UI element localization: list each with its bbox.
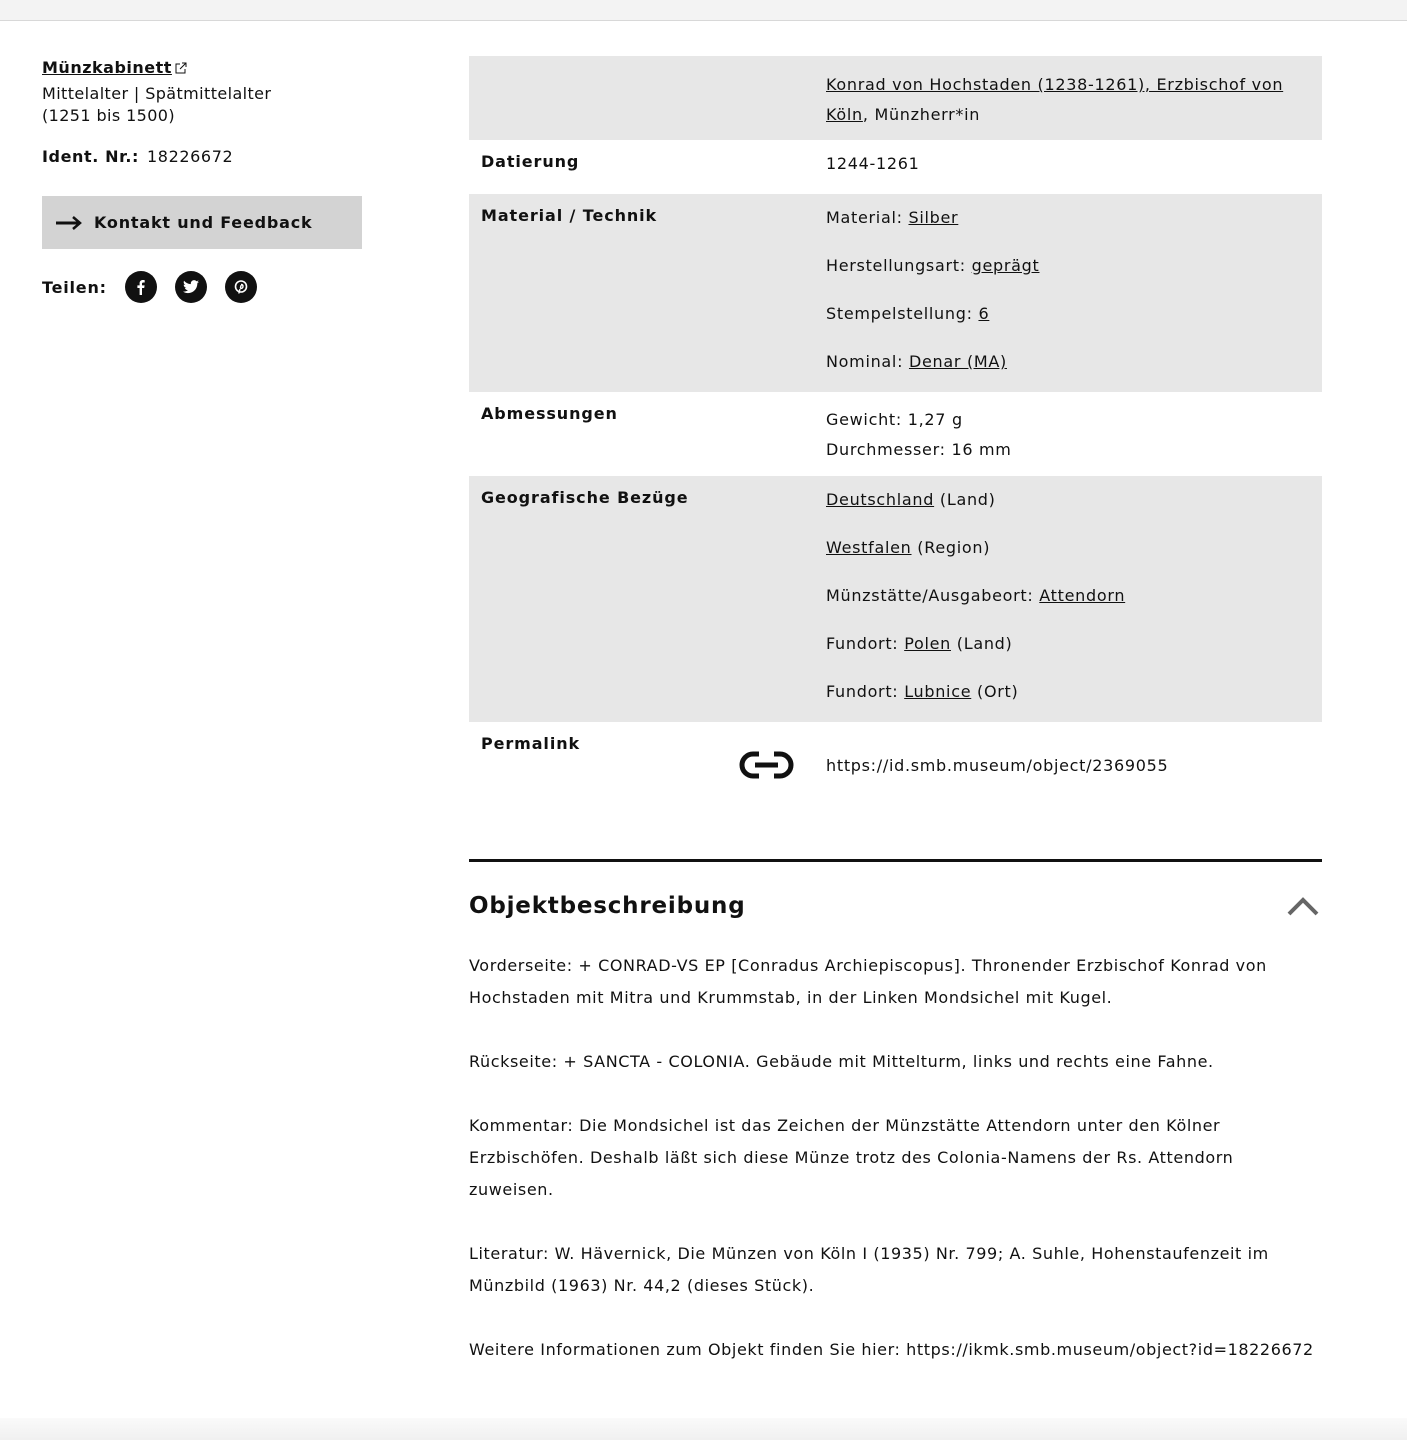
item-key: Nominal: <box>826 352 909 371</box>
material-label: Material / Technik <box>481 206 658 225</box>
creator-role: , Münzherr*in <box>862 105 981 124</box>
creator-link[interactable]: Konrad von Hochstaden (1238-1261), Erzbischof von Köln <box>826 75 1284 124</box>
material-link[interactable]: Silber <box>908 208 959 227</box>
epoch <box>42 83 372 127</box>
item-suffix: (Land) <box>934 490 996 509</box>
contact-feedback-button[interactable] <box>42 196 362 249</box>
epoch-dates: (1251 bis 1500) <box>42 106 176 125</box>
geo-link[interactable]: Lubnice <box>904 682 972 701</box>
material-row <box>469 194 1322 392</box>
description-title: Objektbeschreibung <box>469 893 746 919</box>
top-navigation-bar <box>0 0 1407 21</box>
permalink-url[interactable]: https://id.smb.museum/object/2369055 <box>826 756 1169 775</box>
material-values <box>826 194 1322 392</box>
ident-value: 18226672 <box>147 147 234 166</box>
pinterest-icon[interactable] <box>225 271 257 303</box>
die-axis-item <box>826 304 1322 352</box>
geo-link[interactable]: Deutschland <box>826 490 935 509</box>
geo-item <box>826 490 1322 538</box>
share-bar <box>42 271 372 303</box>
object-details-table <box>469 56 1322 812</box>
geo-row <box>469 476 1322 722</box>
geo-link[interactable]: Attendorn <box>1039 586 1126 605</box>
dimensions-row <box>469 392 1322 476</box>
description-obverse: Vorderseite: + CONRAD-VS EP [Conradus Archiepiscopus]. Thronender Erzbischof Konrad von Hochstaden mit Mitra und Krummstab, in der Linken Mondsichel mit Kugel. <box>469 956 1267 1007</box>
description-more-info: Weitere Informationen zum Objekt finden Sie hier: https://ikmk.smb.museum/object?id=18226672 <box>469 1340 1314 1359</box>
facebook-icon[interactable] <box>125 271 157 303</box>
geo-link[interactable]: Polen <box>904 634 951 653</box>
object-description-section <box>469 859 1322 1398</box>
geo-values <box>826 476 1322 722</box>
ident-label: Ident. Nr.: <box>42 147 140 166</box>
arrow-right-icon <box>56 216 82 230</box>
row-label <box>469 56 826 140</box>
weight-value: Gewicht: 1,27 g <box>826 410 963 429</box>
creator-row <box>469 56 1322 140</box>
material-item <box>826 208 1322 256</box>
item-suffix: (Region) <box>911 538 991 557</box>
ident-number <box>42 147 372 166</box>
denomination-link[interactable]: Denar (MA) <box>908 352 1007 371</box>
item-key: Fundort: <box>826 634 905 653</box>
technique-link[interactable]: geprägt <box>971 256 1040 275</box>
link-icon[interactable] <box>739 722 826 812</box>
diameter-value: Durchmesser: 16 mm <box>826 440 1012 459</box>
item-key: Material: <box>826 208 909 227</box>
creator-value <box>826 56 1322 140</box>
epoch-line: Mittelalter | Spätmittelalter <box>42 84 272 103</box>
technique-item <box>826 256 1322 304</box>
description-header[interactable] <box>469 862 1322 950</box>
geo-item <box>826 634 1322 682</box>
sidebar <box>42 58 372 303</box>
external-link-icon <box>175 62 187 74</box>
item-key: Stempelstellung: <box>826 304 979 323</box>
geo-item <box>826 586 1322 634</box>
item-suffix: (Land) <box>950 634 1013 653</box>
dating-label: Datierung <box>481 152 580 171</box>
department-link[interactable]: Münzkabinett <box>42 58 172 77</box>
chevron-up-icon[interactable] <box>1286 895 1320 917</box>
item-key: Münzstätte/Ausgabeort: <box>826 586 1040 605</box>
description-comment: Kommentar: Die Mondsichel ist das Zeichen der Münzstätte Attendorn unter den Kölner Erzbischöfen. Deshalb läßt sich diese Münze trotz des Colonia-Namens der Rs. Attendorn zuweisen. <box>469 1116 1234 1199</box>
bottom-bar <box>0 1418 1407 1440</box>
geo-item <box>826 538 1322 586</box>
description-reverse: Rückseite: + SANCTA - COLONIA. Gebäude mit Mittelturm, links und rechts eine Fahne. <box>469 1052 1214 1071</box>
dating-value: 1244-1261 <box>826 154 920 173</box>
dimensions-values <box>826 392 1322 476</box>
description-literature: Literatur: W. Hävernick, Die Münzen von Köln I (1935) Nr. 799; A. Suhle, Hohenstaufenzeit im Münzbild (1963) Nr. 44,2 (dieses Stück). <box>469 1244 1269 1295</box>
contact-button-label: Kontakt und Feedback <box>94 213 313 232</box>
geo-label: Geografische Bezüge <box>481 488 689 507</box>
item-suffix: (Ort) <box>971 682 1019 701</box>
permalink-row <box>469 722 1322 812</box>
twitter-icon[interactable] <box>175 271 207 303</box>
dating-row <box>469 140 1322 194</box>
geo-link[interactable]: Westfalen <box>826 538 912 557</box>
dimensions-label: Abmessungen <box>481 404 618 423</box>
permalink-label: Permalink <box>481 734 581 753</box>
share-label: Teilen: <box>42 277 107 297</box>
item-key: Fundort: <box>826 682 905 701</box>
item-key: Herstellungsart: <box>826 256 972 275</box>
die-axis-link[interactable]: 6 <box>978 304 990 323</box>
